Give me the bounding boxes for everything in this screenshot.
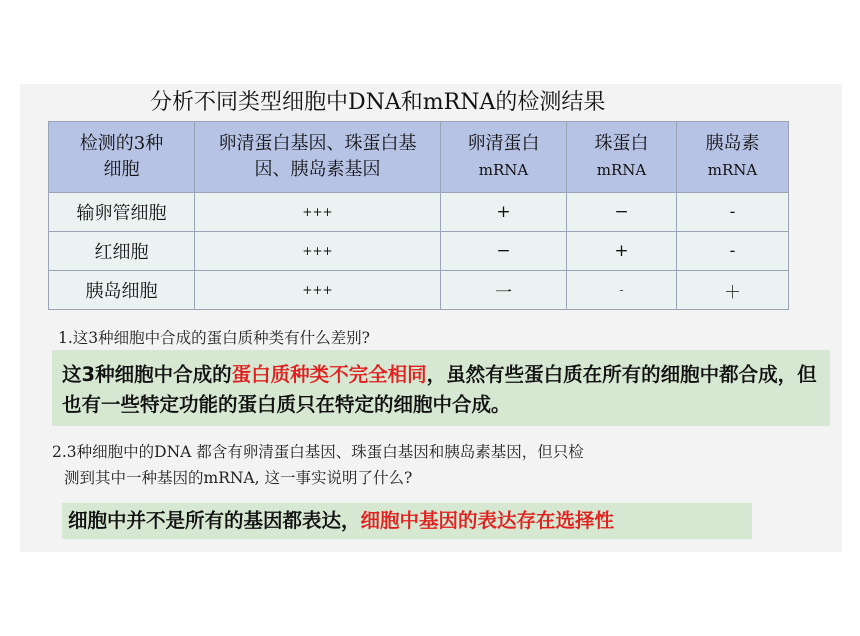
table-row xyxy=(49,232,789,271)
header-insulin-mrna: 胰岛素 mRNA xyxy=(677,122,789,193)
page-title: 分析不同类型细胞中DNA和mRNA的检测结果 xyxy=(150,90,606,115)
globin-result: + xyxy=(567,232,677,271)
header-genes: 卵清蛋白基因、珠蛋白基 因、胰岛素基因 xyxy=(195,122,441,193)
question-2-line-2: 测到其中一种基因的mRNA, 这一事实说明了什么? xyxy=(64,469,413,487)
header-ovalbumin-mrna: 卵清蛋白 mRNA xyxy=(441,122,567,193)
answer-1: 这3种细胞中合成的蛋白质种类不完全相同，虽然有些蛋白质在所有的细胞中都合成，但也有一些特定功能的蛋白质只在特定的细胞中合成。 xyxy=(52,350,830,426)
ovalbumin-result: 一 xyxy=(441,271,567,310)
answer-2-highlight: 细胞中基因的表达存在选择性 xyxy=(360,509,615,532)
cell-name: 红细胞 xyxy=(49,232,195,271)
dna-result: +++ xyxy=(195,193,441,232)
cell-name: 胰岛细胞 xyxy=(49,271,195,310)
dna-result: +++ xyxy=(195,232,441,271)
globin-result: − xyxy=(567,193,677,232)
table-row xyxy=(49,193,789,232)
dna-result: +++ xyxy=(195,271,441,310)
table-header-row xyxy=(49,122,789,193)
ovalbumin-result: − xyxy=(441,232,567,271)
question-2-line-1: 2.3种细胞中的DNA 都含有卵清蛋白基因、珠蛋白基因和胰岛素基因，但只检 xyxy=(52,443,584,461)
question-1: 1.这3种细胞中合成的蛋白质种类有什么差别? xyxy=(58,329,370,347)
results-table xyxy=(48,121,789,310)
insulin-result: ＋ xyxy=(677,271,789,310)
globin-result: - xyxy=(567,271,677,310)
header-cell-type: 检测的3种 细胞 xyxy=(49,122,195,193)
insulin-result: - xyxy=(677,193,789,232)
table-row xyxy=(49,271,789,310)
cell-name: 输卵管细胞 xyxy=(49,193,195,232)
ovalbumin-result: + xyxy=(441,193,567,232)
answer-1-highlight: 蛋白质种类不完全相同 xyxy=(231,363,427,386)
answer-2: 细胞中并不是所有的基因都表达，细胞中基因的表达存在选择性 xyxy=(62,503,752,539)
insulin-result: - xyxy=(677,232,789,271)
header-globin-mrna: 珠蛋白 mRNA xyxy=(567,122,677,193)
